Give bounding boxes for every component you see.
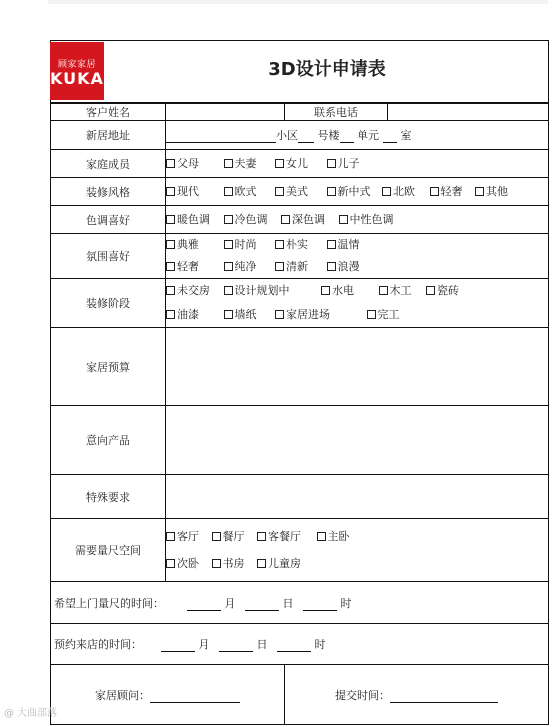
address-blank[interactable] xyxy=(166,130,238,143)
page-shadow xyxy=(48,0,548,4)
phone-label: 联系电话 xyxy=(285,103,388,121)
option-checkbox[interactable]: 餐厅 xyxy=(212,523,248,550)
month-blank[interactable] xyxy=(161,639,195,652)
family-options xyxy=(166,150,549,178)
customer-name-field[interactable] xyxy=(166,103,285,121)
option-checkbox[interactable]: 纯净 xyxy=(224,256,266,278)
option-checkbox[interactable]: 现代 xyxy=(166,179,214,205)
month-unit: 月 xyxy=(198,638,210,651)
checkbox-icon[interactable] xyxy=(327,187,336,196)
stage-options xyxy=(166,279,549,328)
checkbox-icon[interactable] xyxy=(212,532,221,541)
option-checkbox[interactable]: 木工 xyxy=(379,279,417,303)
checkbox-icon[interactable] xyxy=(382,187,391,196)
mood-label: 氛围喜好 xyxy=(51,234,166,279)
submit-time-field[interactable] xyxy=(285,665,549,725)
product-field[interactable] xyxy=(166,406,549,475)
hour-blank[interactable] xyxy=(277,639,311,652)
checkbox-icon[interactable] xyxy=(426,286,435,295)
day-blank[interactable] xyxy=(219,639,253,652)
address-part: 小区 xyxy=(276,129,298,142)
color-label: 色调喜好 xyxy=(51,206,166,234)
application-table xyxy=(50,102,549,725)
option-checkbox[interactable]: 客厅 xyxy=(166,523,202,550)
hour-unit: 时 xyxy=(314,638,326,651)
kuka-logo xyxy=(50,42,104,100)
measure-time-label: 希望上门量尺的时间： xyxy=(54,596,164,610)
family-label: 家庭成员 xyxy=(51,150,166,178)
style-label: 装修风格 xyxy=(51,178,166,206)
option-checkbox[interactable]: 书房 xyxy=(212,550,248,577)
checkbox-icon[interactable] xyxy=(224,286,233,295)
form-title: 3D设计申请表 xyxy=(268,59,386,80)
hour-unit: 时 xyxy=(340,596,352,610)
address-blank[interactable] xyxy=(238,130,276,143)
stage-label: 装修阶段 xyxy=(51,279,166,328)
checkbox-icon[interactable] xyxy=(166,532,175,541)
option-checkbox[interactable]: 美式 xyxy=(275,179,317,205)
option-checkbox[interactable]: 轻奢 xyxy=(166,256,214,278)
option-checkbox[interactable]: 冷色调 xyxy=(224,207,272,233)
checkbox-icon[interactable] xyxy=(257,532,266,541)
option-checkbox[interactable]: 典雅 xyxy=(166,234,214,256)
checkbox-icon[interactable] xyxy=(430,187,439,196)
option-checkbox[interactable]: 北欧 xyxy=(382,179,420,205)
option-checkbox[interactable]: 完工 xyxy=(367,303,400,327)
option-checkbox[interactable]: 温情 xyxy=(327,234,360,256)
logo-brand-cn: 顾家家居 xyxy=(57,60,96,70)
row-mood xyxy=(51,234,549,279)
option-checkbox[interactable]: 其他 xyxy=(475,179,508,205)
option-checkbox[interactable]: 时尚 xyxy=(224,234,266,256)
checkbox-icon[interactable] xyxy=(224,187,233,196)
phone-field[interactable] xyxy=(388,103,549,121)
checkbox-icon[interactable] xyxy=(166,286,175,295)
checkbox-icon[interactable] xyxy=(166,215,175,224)
row-measure-time xyxy=(51,582,549,624)
row-address xyxy=(51,121,549,150)
space-options xyxy=(166,519,549,582)
row-customer xyxy=(51,103,549,121)
option-checkbox[interactable]: 瓷砖 xyxy=(426,279,459,303)
checkbox-icon[interactable] xyxy=(275,310,284,319)
product-label: 意向产品 xyxy=(51,406,166,475)
option-checkbox[interactable]: 轻奢 xyxy=(430,179,466,205)
special-label: 特殊要求 xyxy=(51,475,166,519)
space-label: 需要量尺空间 xyxy=(51,519,166,582)
option-checkbox[interactable]: 女儿 xyxy=(275,151,317,177)
row-color xyxy=(51,206,549,234)
day-blank[interactable] xyxy=(245,598,279,611)
option-checkbox[interactable]: 油漆 xyxy=(166,303,214,327)
customer-name-label: 客户姓名 xyxy=(51,103,166,121)
checkbox-icon[interactable] xyxy=(321,286,330,295)
checkbox-icon[interactable] xyxy=(166,310,175,319)
option-checkbox[interactable]: 中性色调 xyxy=(339,207,394,233)
day-unit: 日 xyxy=(256,638,268,651)
row-budget xyxy=(51,328,549,406)
checkbox-icon[interactable] xyxy=(257,559,266,568)
option-checkbox[interactable]: 儿童房 xyxy=(257,550,301,577)
special-field[interactable] xyxy=(166,475,549,519)
checkbox-icon[interactable] xyxy=(224,310,233,319)
row-product xyxy=(51,406,549,475)
checkbox-icon[interactable] xyxy=(317,532,326,541)
option-checkbox[interactable]: 主卧 xyxy=(317,523,350,550)
address-blank[interactable] xyxy=(340,130,354,143)
option-checkbox[interactable]: 欧式 xyxy=(224,179,266,205)
option-checkbox[interactable]: 客餐厅 xyxy=(257,523,307,550)
store-time-label: 预约来店的时间： xyxy=(54,638,142,651)
option-checkbox[interactable]: 新中式 xyxy=(327,179,373,205)
address-blank[interactable] xyxy=(383,130,397,143)
option-checkbox[interactable]: 水电 xyxy=(321,279,369,303)
row-space xyxy=(51,519,549,582)
option-checkbox[interactable]: 夫妻 xyxy=(224,151,266,177)
submit-time-label: 提交时间： xyxy=(335,688,390,702)
checkbox-icon[interactable] xyxy=(224,215,233,224)
address-label: 新居地址 xyxy=(51,121,166,150)
option-checkbox[interactable]: 浪漫 xyxy=(327,256,360,278)
checkbox-icon[interactable] xyxy=(166,187,175,196)
option-checkbox[interactable]: 家居进场 xyxy=(275,303,357,327)
advisor-label: 家居顾问： xyxy=(95,688,150,702)
checkbox-icon[interactable] xyxy=(166,159,175,168)
checkbox-icon[interactable] xyxy=(327,262,336,271)
address-part: 号楼 xyxy=(317,129,340,142)
checkbox-icon[interactable] xyxy=(275,262,284,271)
checkbox-icon[interactable] xyxy=(224,159,233,168)
option-checkbox[interactable]: 次卧 xyxy=(166,550,202,577)
hour-blank[interactable] xyxy=(303,598,337,611)
checkbox-icon[interactable] xyxy=(475,187,484,196)
checkbox-icon[interactable] xyxy=(275,187,284,196)
checkbox-icon[interactable] xyxy=(224,240,233,249)
address-field[interactable] xyxy=(166,121,549,150)
row-stage xyxy=(51,279,549,328)
row-family xyxy=(51,150,549,178)
option-checkbox[interactable]: 儿子 xyxy=(327,151,360,177)
row-style xyxy=(51,178,549,206)
logo-brand-en: KUKA xyxy=(50,69,104,88)
option-checkbox[interactable]: 未交房 xyxy=(166,279,214,303)
color-options xyxy=(166,206,549,234)
option-checkbox[interactable]: 父母 xyxy=(166,151,214,177)
budget-field[interactable] xyxy=(166,328,549,406)
checkbox-icon[interactable] xyxy=(379,286,388,295)
option-checkbox[interactable]: 墙纸 xyxy=(224,303,266,327)
advisor-field[interactable] xyxy=(51,665,285,725)
option-checkbox[interactable]: 深色调 xyxy=(281,207,329,233)
address-blank[interactable] xyxy=(298,130,314,143)
checkbox-icon[interactable] xyxy=(327,240,336,249)
checkbox-icon[interactable] xyxy=(367,310,376,319)
row-store-time xyxy=(51,624,549,665)
address-part: 室 xyxy=(400,129,412,142)
option-checkbox[interactable]: 朴实 xyxy=(275,234,317,256)
option-checkbox[interactable]: 清新 xyxy=(275,256,317,278)
row-special xyxy=(51,475,549,519)
checkbox-icon[interactable] xyxy=(212,559,221,568)
checkbox-icon[interactable] xyxy=(166,559,175,568)
checkbox-icon[interactable] xyxy=(166,262,175,271)
option-checkbox[interactable]: 设计规划中 xyxy=(224,279,312,303)
checkbox-icon[interactable] xyxy=(224,262,233,271)
checkbox-icon[interactable] xyxy=(275,240,284,249)
address-part: 单元 xyxy=(357,129,379,142)
budget-label: 家居预算 xyxy=(51,328,166,406)
checkbox-icon[interactable] xyxy=(275,159,284,168)
style-options xyxy=(166,178,549,206)
row-signature xyxy=(51,665,549,725)
month-blank[interactable] xyxy=(187,598,221,611)
checkbox-icon[interactable] xyxy=(339,215,348,224)
day-unit: 日 xyxy=(282,596,294,610)
checkbox-icon[interactable] xyxy=(281,215,290,224)
checkbox-icon[interactable] xyxy=(166,240,175,249)
month-unit: 月 xyxy=(224,596,236,610)
mood-options xyxy=(166,234,549,279)
advisor-blank[interactable] xyxy=(150,690,240,703)
measure-time-field[interactable] xyxy=(51,582,549,624)
watermark: @ 大曲部落 xyxy=(4,708,58,719)
submit-time-blank[interactable] xyxy=(390,690,498,703)
store-time-field[interactable] xyxy=(51,624,549,665)
option-checkbox[interactable]: 暖色调 xyxy=(166,207,214,233)
checkbox-icon[interactable] xyxy=(327,159,336,168)
